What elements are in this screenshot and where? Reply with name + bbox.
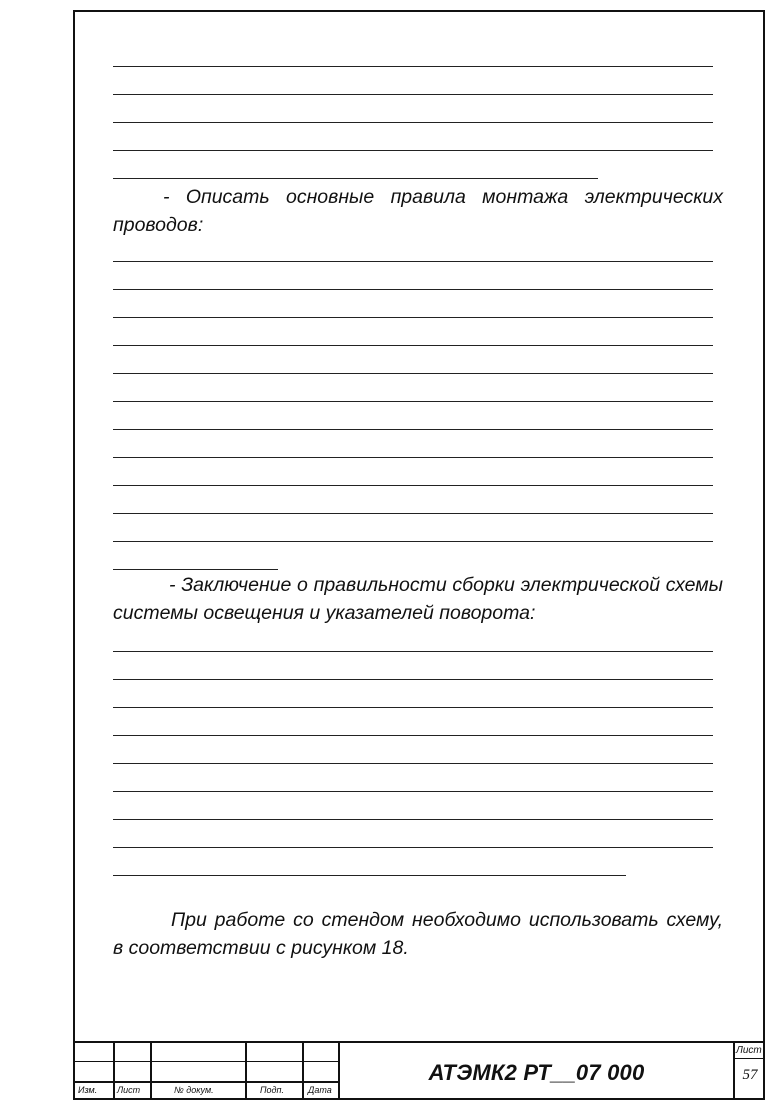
stand-note: При работе со стендом необходимо использовать схему, в соответствии с рисунком 18.: [113, 909, 723, 959]
answer-line: [113, 485, 713, 486]
stamp-row-line: [75, 1061, 340, 1062]
answer-line: [113, 791, 713, 792]
wiring-rules-prompt: - Описать основные правила монтажа электрических проводов:: [113, 186, 723, 236]
stamp-col-line: [245, 1041, 247, 1098]
stamp-col-line: [150, 1041, 152, 1098]
answer-line: [113, 875, 626, 876]
answer-line: [113, 651, 713, 652]
answer-line: [113, 66, 713, 67]
answer-line: [113, 150, 713, 151]
answer-line: [113, 541, 713, 542]
answer-line: [113, 261, 713, 262]
answer-line: [113, 457, 713, 458]
stamp-col-line: [302, 1041, 304, 1098]
answer-line: [113, 819, 713, 820]
answer-line: [113, 94, 713, 95]
stamp-row-line: [733, 1058, 763, 1059]
stamp-label-sheet: Лист: [117, 1085, 141, 1095]
answer-line: [113, 429, 713, 430]
answer-line: [113, 178, 598, 179]
document-code: АТЭМК2 РТ__07 000: [428, 1060, 645, 1085]
stamp-col-line: [113, 1041, 115, 1098]
answer-line: [113, 373, 713, 374]
answer-line: [113, 763, 713, 764]
stamp-label-date: Дата: [308, 1085, 332, 1095]
answer-line: [113, 289, 713, 290]
answer-line: [113, 735, 713, 736]
sheet-label: Лист: [736, 1045, 762, 1056]
answer-line: [113, 847, 713, 848]
answer-line: [113, 401, 713, 402]
answer-line: [113, 513, 713, 514]
sheet-number: 57: [742, 1067, 758, 1083]
answer-line: [113, 317, 713, 318]
conclusion-prompt: - Заключение о правильности сборки электрической схемы системы освещения и указателей поворота:: [113, 574, 723, 624]
answer-line: [113, 707, 713, 708]
answer-line: [113, 679, 713, 680]
stamp-border-top: [75, 1041, 763, 1043]
answer-line: [113, 345, 713, 346]
stamp-row-line: [75, 1081, 340, 1083]
stamp-label-doc-number: № докум.: [174, 1085, 214, 1095]
answer-line: [113, 122, 713, 123]
answer-line: [113, 569, 278, 570]
stamp-label-change: Изм.: [78, 1085, 98, 1095]
stamp-label-signature: Подп.: [260, 1085, 284, 1095]
